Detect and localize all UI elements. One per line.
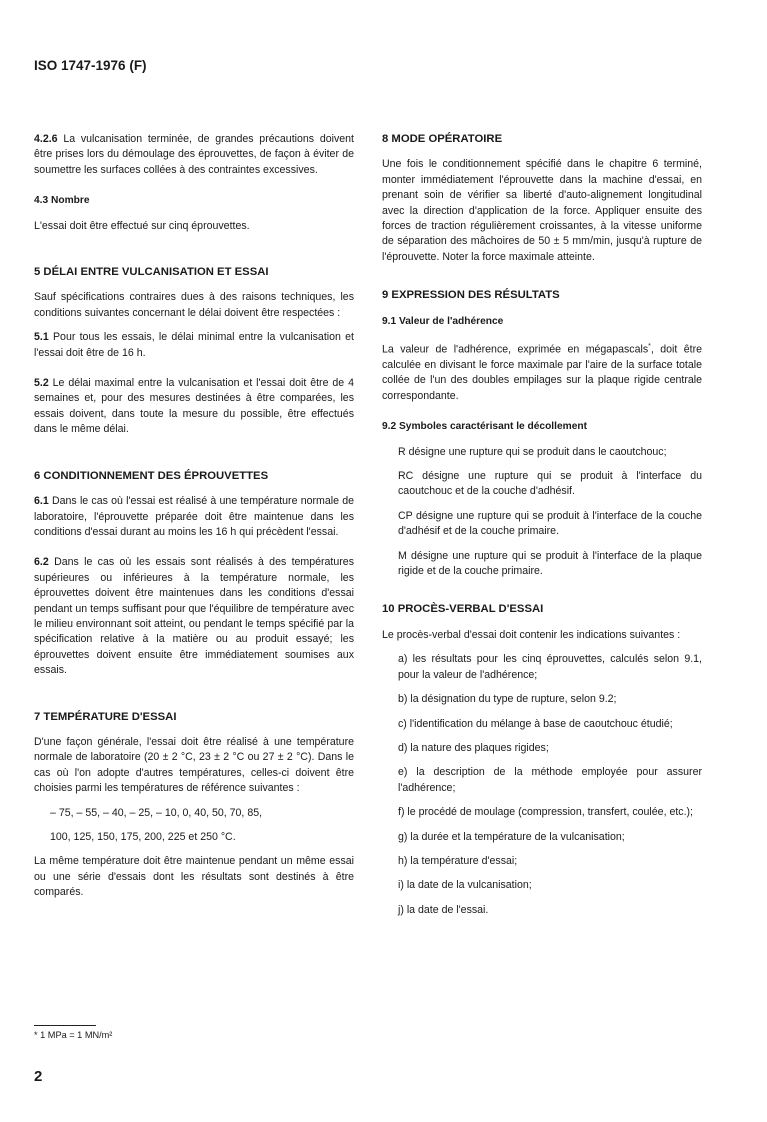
footnote-marker: *: [648, 343, 651, 351]
heading-section-6: 6 CONDITIONNEMENT DES ÉPROUVETTES: [34, 469, 269, 482]
heading-section-5: 5 DÉLAI ENTRE VULCANISATION ET ESSAI: [34, 266, 269, 279]
paragraph-9-1: [382, 339, 702, 404]
paragraph-text: Dans le cas où l'essai est réalisé à une température normale de laboratoire, l'éprouvette préparée doit être maintenue dans les conditions d'essai durant au moins les 16 h qui précèdent l'essai.: [34, 495, 355, 538]
clause-number: 6.2: [34, 556, 49, 569]
heading-section-10: 10 PROCÈS-VERBAL D'ESSAI: [382, 603, 544, 616]
list-item: a) les résultats pour les cinq éprouvettes, calculés selon 9.1, pour la valeur de l'adhérence;: [398, 653, 702, 681]
heading-section-9: 9 EXPRESSION DES RÉSULTATS: [382, 289, 560, 302]
list-item: c) l'identification du mélange à base de caoutchouc étudié;: [398, 717, 673, 730]
clause-number: 4.2.6: [34, 133, 58, 145]
document-header: ISO 1747-1976 (F): [34, 58, 147, 73]
paragraph-7-2: La même température doit être maintenue pendant un même essai ou une série d'essais dont les résultats sont destinés à être comparés.: [34, 855, 354, 899]
paragraph-6-1: [34, 494, 354, 540]
clause-number: 6.1: [34, 495, 49, 508]
paragraph-text: La valeur de l'adhérence, exprimée en mégapascals: [382, 343, 649, 356]
right-column: [382, 132, 702, 927]
paragraph-10-intro: Le procès-verbal d'essai doit contenir les indications suivantes :: [382, 628, 681, 641]
list-item: e) la description de la méthode employée pour assurer l'adhérence;: [398, 766, 702, 794]
left-column: [34, 132, 354, 910]
list-item: h) la température d'essai;: [398, 854, 518, 867]
paragraph-5-1: [34, 330, 354, 361]
symbol-definition: R désigne une rupture qui se produit dans le caoutchouc;: [398, 445, 667, 458]
heading-9-2: 9.2 Symboles caractérisant le décollement: [382, 421, 587, 433]
footnote-divider: [34, 1025, 96, 1026]
paragraph-text: Le délai maximal entre la vulcanisation et l'essai doit être de 4 semaines et, pour des mesures destinées à être comparées, les essais doivent, dans toute la mesure du possible, être effectués dans le même délai.: [34, 377, 354, 436]
symbol-definition: RC désigne une rupture qui se produit à l'interface du caoutchouc et de la couche d'adhésif.: [398, 470, 702, 498]
paragraph-text: , doit être calculée en divisant le force maximale par l'aire de la surface totale collée de l'un des doubles empilages sur la plaque rigide centrale correspondante.: [382, 343, 702, 402]
temperature-list-line-1: – 75, – 55, – 40, – 25, – 10, 0, 40, 50, 70, 85,: [50, 806, 263, 819]
list-item: g) la durée et la température de la vulcanisation;: [398, 830, 625, 843]
paragraph-text: Pour tous les essais, le délai minimal entre la vulcanisation et l'essai doit être de 16 h.: [34, 331, 354, 359]
paragraph-text: Dans le cas où les essais sont réalisés à des températures supérieures ou inférieures à la température normale, les éprouvettes doivent être maintenues dans les conditions d'essai pendant un temps suffisant pour que l'équilibre de température avec le milieu environnant soit atteint, ou pendant le temps spécifié par la spécification relative à la matière ou au produit essayé; les éprouvettes doivent ensuite être immédiatement soumises aux essais.: [34, 556, 354, 677]
paragraph-4-2-6: [34, 132, 354, 178]
paragraph-4-3: L'essai doit être effectué sur cinq éprouvettes.: [34, 219, 250, 232]
symbol-definition: M désigne une rupture qui se produit à l'interface de la plaque rigide et de la couche primaire.: [398, 549, 702, 578]
paragraph-5-intro: Sauf spécifications contraires dues à des raisons techniques, les conditions suivantes concernant le délai doivent être respectées :: [34, 291, 354, 319]
clause-number: 5.1: [34, 331, 49, 344]
list-item: f) le procédé de moulage (compression, transfert, coulée, etc.);: [398, 806, 694, 819]
paragraph-text: La vulcanisation terminée, de grandes précautions doivent être prises lors du démoulage des éprouvettes, de façon à éviter de soumettre les surfaces collées à des contraintes excessives.: [34, 133, 354, 176]
heading-section-7: 7 TEMPÉRATURE D'ESSAI: [34, 710, 177, 723]
list-item: d) la nature des plaques rigides;: [398, 741, 549, 754]
heading-section-8: 8 MODE OPÉRATOIRE: [382, 133, 503, 145]
paragraph-8: Une fois le conditionnement spécifié dans le chapitre 6 terminé, monter immédiatement l'éprouvette dans la machine d'essai, en prenant soin de vérifier sa liberté d'auto-alignement longitudinal avec la direction d'application de la force. Appliquer ensuite des forces de traction régulièrement croissantes, à la vitesse uniforme de séparation des mâchoires de 50 ± 5 mm/min, jusqu'à rupture de l'éprouvette. Noter la force maximale atteinte.: [382, 158, 702, 263]
list-item: b) la désignation du type de rupture, selon 9.2;: [398, 693, 617, 706]
list-item: j) la date de l'essai.: [398, 903, 489, 916]
list-item: i) la date de la vulcanisation;: [398, 879, 532, 892]
page-number: 2: [34, 1068, 43, 1085]
heading-4-3: 4.3 Nombre: [34, 195, 90, 207]
symbol-definition: CP désigne une rupture qui se produit à l'interface de la couche d'adhésif et de la couche primaire.: [398, 509, 702, 538]
footnote: * 1 MPa = 1 MN/m²: [34, 1030, 113, 1040]
paragraph-5-2: [34, 376, 354, 438]
clause-number: 5.2: [34, 377, 49, 390]
temperature-list-line-2: 100, 125, 150, 175, 200, 225 et 250 °C.: [50, 831, 236, 843]
paragraph-6-2: [34, 555, 354, 678]
heading-9-1: 9.1 Valeur de l'adhérence: [382, 315, 504, 327]
paragraph-7-1: D'une façon générale, l'essai doit être réalisé à une température normale de laboratoire (20 ± 2 °C, 23 ± 2 °C ou 27 ± 2 °C). Dans le cas où l'on adopte d'autres températures, celles-ci doivent être choisies parmi les températures de référence suivantes :: [34, 735, 354, 795]
